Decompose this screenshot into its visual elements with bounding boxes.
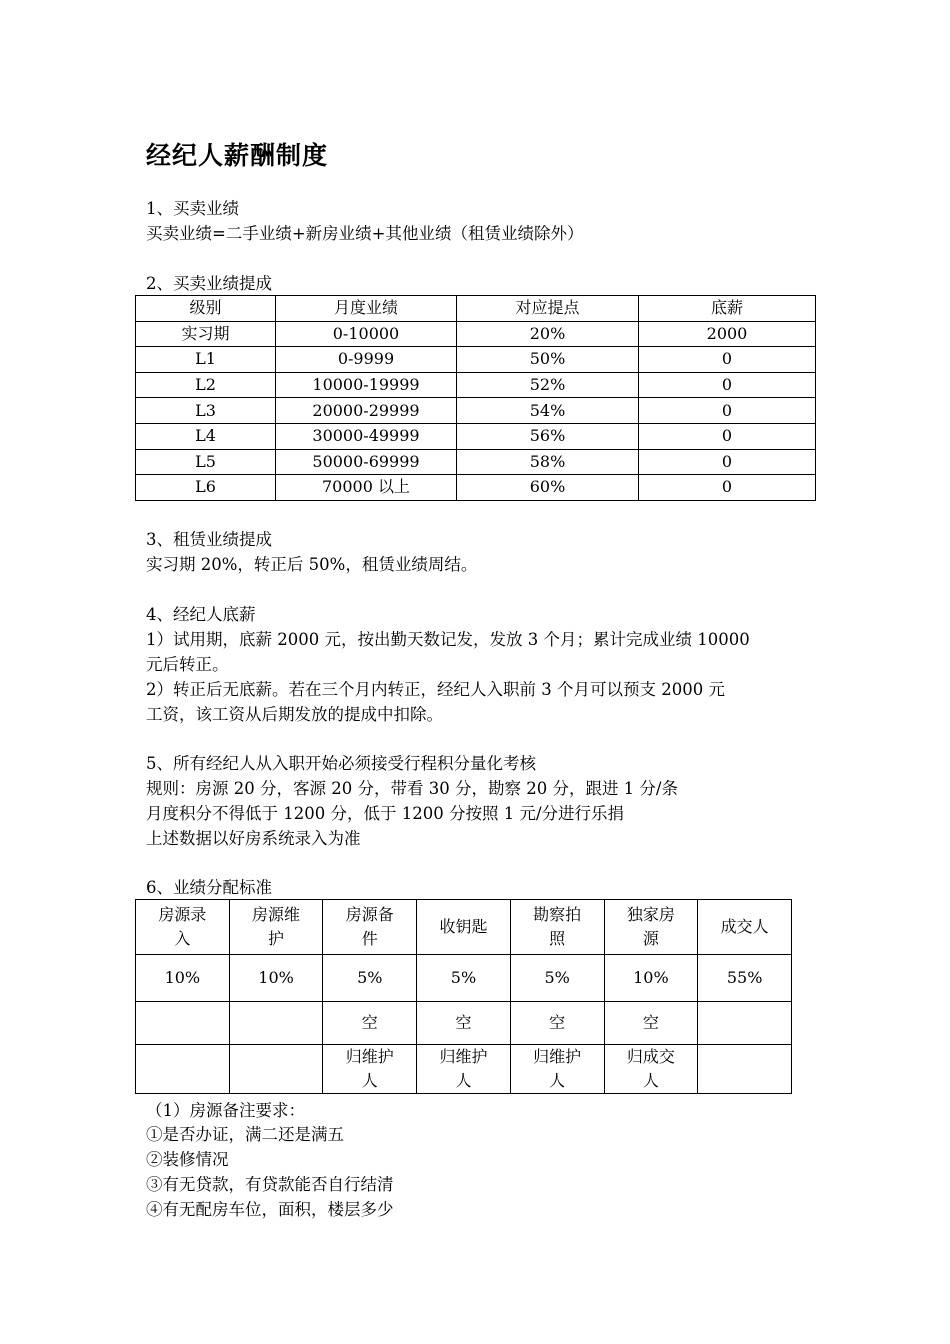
header-cell: 对应提点 — [457, 296, 639, 322]
note-item: ②装修情况 — [146, 1150, 229, 1169]
table-row — [136, 1002, 792, 1045]
table-cell: 2000 — [639, 321, 816, 347]
table-cell: 0-9999 — [276, 347, 457, 373]
table-cell: 0-10000 — [276, 321, 457, 347]
allocation-table — [135, 899, 792, 1094]
table-row — [136, 955, 792, 1002]
header-cell: 独家房 源 — [604, 900, 698, 955]
table-cell: 10% — [229, 955, 323, 1002]
table-row — [136, 1045, 792, 1094]
table-cell: 空 — [510, 1002, 604, 1045]
header-cell: 底薪 — [639, 296, 816, 322]
notes-heading: （1）房源备注要求： — [146, 1101, 305, 1120]
section4-line: 1）试用期，底薪 2000 元，按出勤天数记发，发放 3 个月；累计完成业绩 10000 — [146, 630, 750, 649]
table-cell: 10% — [604, 955, 698, 1002]
table-cell: 55% — [698, 955, 792, 1002]
table-cell: 20% — [457, 321, 639, 347]
table-cell: 0 — [639, 398, 816, 424]
table-cell: 归维护 人 — [323, 1045, 417, 1094]
section1-heading: 1、买卖业绩 — [146, 199, 239, 218]
header-cell: 级别 — [136, 296, 276, 322]
section3-text: 实习期 20%，转正后 50%，租赁业绩周结。 — [146, 555, 478, 574]
table-cell — [229, 1045, 323, 1094]
table-header-row — [136, 296, 816, 322]
section4-line: 2）转正后无底薪。若在三个月内转正，经纪人入职前 3 个月可以预支 2000 元 — [146, 680, 725, 699]
table-cell: L2 — [136, 372, 276, 398]
table-header-row — [136, 900, 792, 955]
header-cell: 房源备 件 — [323, 900, 417, 955]
section4-heading: 4、经纪人底薪 — [146, 605, 256, 624]
table-cell: 空 — [604, 1002, 698, 1045]
table-cell: 5% — [417, 955, 511, 1002]
header-cell: 房源录 入 — [136, 900, 230, 955]
table-cell: 归维护 人 — [417, 1045, 511, 1094]
section4-line: 元后转正。 — [146, 655, 229, 674]
table-row — [136, 321, 816, 347]
table-cell — [698, 1045, 792, 1094]
table-cell: 50% — [457, 347, 639, 373]
table-cell: 空 — [323, 1002, 417, 1045]
table-cell: 5% — [323, 955, 417, 1002]
section5-line: 月度积分不得低于 1200 分，低于 1200 分按照 1 元/分进行乐捐 — [146, 804, 625, 823]
table-cell: 60% — [457, 475, 639, 501]
table-cell: 70000 以上 — [276, 475, 457, 501]
table-cell: 实习期 — [136, 321, 276, 347]
table-cell: 50000-69999 — [276, 449, 457, 475]
section2-heading: 2、买卖业绩提成 — [146, 274, 272, 293]
section5-line: 上述数据以好房系统录入为准 — [146, 829, 361, 848]
page-title: 经纪人薪酬制度 — [146, 141, 329, 170]
table-cell: L3 — [136, 398, 276, 424]
table-cell: 归成交 人 — [604, 1045, 698, 1094]
header-cell: 房源维 护 — [229, 900, 323, 955]
commission-table — [135, 295, 816, 501]
table-cell: 归维护 人 — [510, 1045, 604, 1094]
section6-heading: 6、业绩分配标准 — [146, 878, 272, 897]
section5-line: 规则：房源 20 分，客源 20 分，带看 30 分，勘察 20 分，跟进 1 分/条 — [146, 779, 678, 798]
section1-formula: 买卖业绩=二手业绩+新房业绩+其他业绩（租赁业绩除外） — [146, 224, 584, 243]
table-row — [136, 475, 816, 501]
table-cell: L4 — [136, 423, 276, 449]
table-cell: 58% — [457, 449, 639, 475]
table-cell: 10000-19999 — [276, 372, 457, 398]
table-cell: L6 — [136, 475, 276, 501]
table-row — [136, 372, 816, 398]
table-cell — [136, 1045, 230, 1094]
table-cell: 56% — [457, 423, 639, 449]
table-row — [136, 449, 816, 475]
table-cell: 20000-29999 — [276, 398, 457, 424]
table-cell: 0 — [639, 475, 816, 501]
table-cell: 52% — [457, 372, 639, 398]
table-cell: 0 — [639, 347, 816, 373]
table-row — [136, 398, 816, 424]
table-cell — [229, 1002, 323, 1045]
header-cell: 收钥匙 — [417, 900, 511, 955]
header-cell: 成交人 — [698, 900, 792, 955]
header-cell: 月度业绩 — [276, 296, 457, 322]
table-cell — [136, 1002, 230, 1045]
table-cell: L5 — [136, 449, 276, 475]
table-cell: 0 — [639, 372, 816, 398]
section5-heading: 5、所有经纪人从入职开始必须接受行程积分量化考核 — [146, 754, 536, 773]
section3-heading: 3、租赁业绩提成 — [146, 530, 272, 549]
table-cell — [698, 1002, 792, 1045]
table-cell: 30000-49999 — [276, 423, 457, 449]
table-cell: 空 — [417, 1002, 511, 1045]
table-cell: 5% — [510, 955, 604, 1002]
note-item: ①是否办证，满二还是满五 — [146, 1125, 344, 1144]
table-cell: L1 — [136, 347, 276, 373]
table-cell: 0 — [639, 423, 816, 449]
header-cell: 勘察拍 照 — [510, 900, 604, 955]
note-item: ④有无配房车位，面积，楼层多少 — [146, 1200, 394, 1219]
table-cell: 10% — [136, 955, 230, 1002]
table-row — [136, 423, 816, 449]
table-cell: 0 — [639, 449, 816, 475]
table-cell: 54% — [457, 398, 639, 424]
note-item: ③有无贷款，有贷款能否自行结清 — [146, 1175, 394, 1194]
section4-line: 工资，该工资从后期发放的提成中扣除。 — [146, 705, 443, 724]
table-row — [136, 347, 816, 373]
